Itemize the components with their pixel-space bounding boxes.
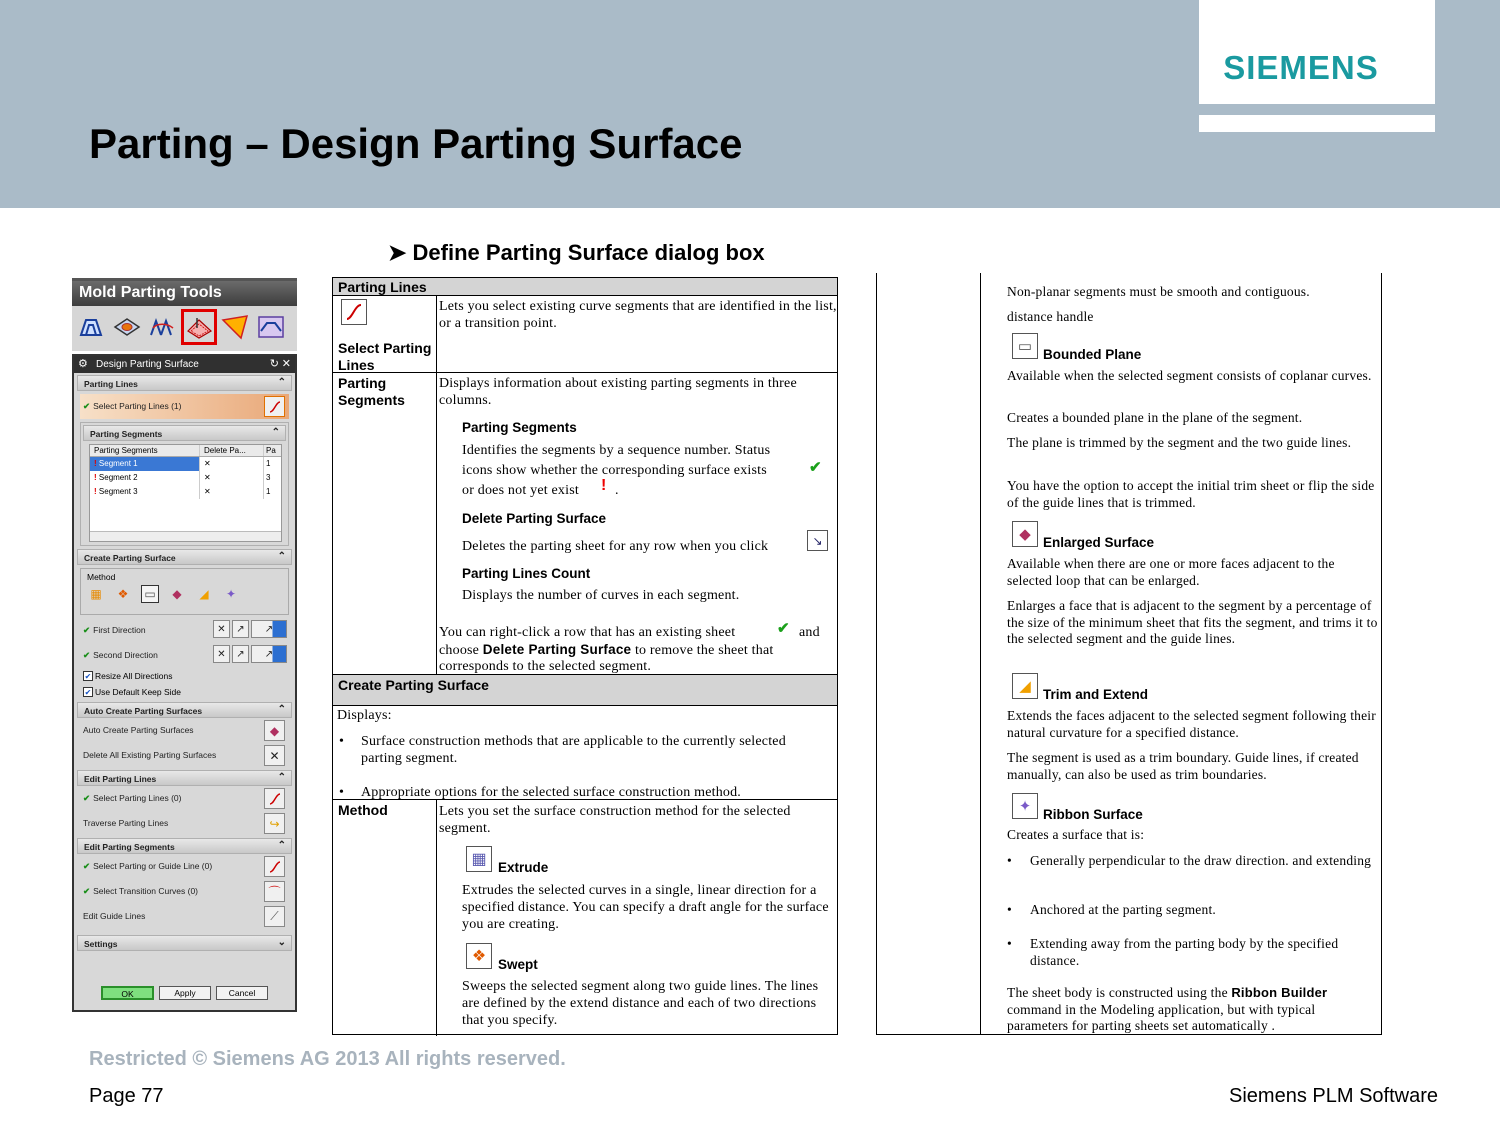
warning-icon: ! [94,473,97,482]
chevron-up-icon[interactable]: ⌃ [277,551,286,562]
brand-text: SIEMENS [1223,49,1379,86]
row-text: Identifies the segments by a sequence number. Status [462,443,771,458]
section-label: Edit Parting Segments [84,842,175,852]
row-text: Deletes the parting sheet for any row when you click [462,539,769,554]
extrude-icon: ▦ [466,846,492,872]
second-direction-row[interactable] [74,643,295,668]
segment-icon[interactable] [148,312,178,342]
row-text: Generally perpendicular to the draw direction. and extending [1030,853,1372,868]
row-text [439,641,773,659]
sub-heading: Trim and Extend [1043,687,1149,702]
siemens-logo [1199,0,1435,104]
segments-table [89,444,282,542]
section-label: Settings [84,939,118,949]
sub-heading: Bounded Plane [1043,347,1142,362]
delete-icon[interactable]: ✕ [264,745,285,766]
row-text: Extending away from the parting body by the specified distance. [1030,936,1339,968]
row-text: Displays: [337,708,392,723]
row-text: command in the Modeling application, but with typical parameters for parting sheets set automatically . [1007,1001,1316,1033]
sub-heading: Ribbon Surface [1043,807,1143,822]
row-text: Sweeps the selected segment along two guide lines. The lines are defined by the extend distance and each of two directions that you specify. [462,979,819,1028]
reverse-direction-icon[interactable]: ✕ [213,645,230,663]
row-label: Select Parting Lines (0) [93,793,182,803]
check-icon: ✔ [83,401,91,411]
section-label: Parting Segments [90,429,163,439]
row-text: Enlarges a face that is adjacent to the segment by a percentage of the size of the minimum sheet that fits the segment, and trims it to the selected segment and the guide lines. [1007,598,1378,646]
select-parting-lines-row[interactable] [80,394,289,419]
row-label: Select Parting Lines (1) [93,401,182,411]
mold-parting-tools-toolbar [72,278,297,351]
row-text-bold: Delete Parting Surface [482,642,632,657]
row-text: to remove the sheet that [634,643,774,658]
auto-create-row[interactable] [74,718,295,743]
checkbox-label: Resize All Directions [95,671,173,681]
edit-select-parting-lines-row[interactable] [74,786,295,811]
row-label: Second Direction [93,650,158,660]
close-icon[interactable]: ✕ [281,358,291,370]
logo-strip [1199,115,1435,132]
direction-buttons [213,645,287,663]
row-text: icons show whether the corresponding surface exists [462,463,767,478]
surface-icon[interactable] [256,312,286,342]
doc-table-left: Parting Lines Select Parting Lines Lets you select existing curve segments that are identified in the list, or a transition point. Parting Segments Displays information about existing parting segments in three columns. Parting Segments Identifies the segments by a sequence number. Status icons show whether the corresponding surface exists ✔ or does not yet exist ! . Delete Parting Surface Deletes the parting sheet for any row when you click ↘ Parting Lines Count Displays the number of curves in each segment. You can right-click a row that has an existing sheet ✔ and choose Delete Parting Surface to remove the sheet that corresponds to the selected segment. Create Parting Surface Displays: • Surface construction methods that are applicable to the currently selected parting segment. • Appropriate options for the selected surface construction method. Method Lets you set the surface construction method for the selected segment. ▦ Extrude Extrudes the selected curves in a single, linear direction for a specified distance. You can specify a draft angle for the surface you are creating. ❖ Swept Sweeps the selected segment along two guide lines. The lines are defined by the extend distance and each of two directions that you specify. [332,277,838,1035]
design-parting-surface-icon[interactable] [184,312,214,342]
row-label: Method [338,802,388,818]
section-label: Edit Parting Lines [84,774,157,784]
ok-button[interactable]: OK [101,986,154,1000]
patch-icon[interactable] [220,312,250,342]
section-create-parting-surface[interactable] [77,549,292,565]
curve-select-icon [341,299,367,325]
check-icon: ✔ [809,459,822,476]
vector-dropdown[interactable]: ↗ [251,645,287,663]
row-text: You can right-click a row that has an existing sheet [439,625,736,640]
curve-count: 1 [266,459,271,468]
row-text: Available when there are one or more faces adjacent to the selected loop that can be enlarged. [1007,556,1335,588]
gear-icon[interactable]: ⚙ [78,358,88,370]
apply-button[interactable]: Apply [159,986,211,1000]
restricted-notice: Restricted © Siemens AG 2013 All rights reserved. [89,1048,566,1070]
sub-heading: Delete Parting Surface [462,511,607,526]
toolbar-title: Mold Parting Tools [72,281,297,306]
sub-heading: Enlarged Surface [1043,535,1155,550]
row-text: and [799,625,820,640]
chevron-up-icon[interactable]: ⌃ [271,427,280,438]
check-icon: ✔ [83,886,91,896]
column-header[interactable]: Delete Pa... [200,445,264,456]
subtitle-text: Define Parting Surface dialog box [412,240,765,265]
delete-icon[interactable]: ✕ [200,471,264,485]
curve-select-icon[interactable] [264,856,285,877]
parting-segments-group [80,422,289,546]
row-text: or does not yet exist [462,483,579,498]
section-label: Auto Create Parting Surfaces [84,706,203,716]
sub-heading: Swept [498,957,538,972]
row-label: Delete All Existing Parting Surfaces [83,750,217,760]
section-auto-create[interactable] [77,702,292,718]
extrude-icon[interactable]: ▦ [90,587,102,601]
transition-curve-icon[interactable]: ⌒ [264,881,285,902]
use-default-keep-side-checkbox[interactable] [74,684,295,700]
chevron-up-icon[interactable]: ⌃ [277,840,286,851]
row-label: Select Parting Lines [338,340,432,373]
method-label: Method [87,572,116,582]
trim-and-extend-icon: ◢ [1012,673,1038,699]
row-text: choose [439,643,480,658]
chevron-up-icon[interactable]: ⌃ [277,772,286,783]
bullet-icon: • [1007,902,1012,917]
design-parting-surface-dialog [72,354,297,1012]
select-transition-curves-row[interactable] [74,879,295,904]
row-text: The segment is used as a trim boundary. Guide lines, if created manually, can also be used as trim boundaries. [1007,750,1359,782]
chevron-up-icon[interactable]: ⌃ [277,377,286,388]
vector-dropdown[interactable]: ↗ [251,620,287,638]
first-direction-row[interactable] [74,618,295,643]
row-text: Lets you select existing curve segments that are identified in the list, or a transition point. [439,299,837,331]
row-text: The plane is trimmed by the segment and the two guide lines. [1007,435,1352,450]
checkbox-label: Use Default Keep Side [95,687,181,697]
segment-name: Segment 1 [98,459,138,468]
section-edit-parting-segments[interactable] [77,838,292,854]
warning-icon: ! [601,477,607,494]
chevron-down-icon[interactable]: ⌄ [277,937,286,948]
row-label: Select Parting or Guide Line (0) [93,861,213,871]
section-label: Create Parting Surface [84,553,176,563]
table-row[interactable] [90,485,281,499]
section-edit-parting-lines[interactable] [77,770,292,786]
row-text: corresponds to the selected segment. [439,659,652,674]
column-header[interactable]: Pa [266,446,276,455]
row-text: Extrudes the selected curves in a single, linear direction for a specified distance. You can specify a draft angle for the surface you are creating. [462,883,829,932]
traverse-parting-lines-row[interactable] [74,811,295,836]
table-row[interactable] [90,457,281,471]
arrow-bullet-icon: ➤ [388,240,413,265]
check-icon: ✔ [83,861,91,871]
trim-and-extend-icon[interactable]: ◢ [199,587,209,601]
row-label: Select Transition Curves (0) [93,886,198,896]
row-label: Create Parting Surface [338,677,489,693]
delete-icon[interactable]: ✕ [200,457,264,471]
section-label: Parting Lines [84,379,138,389]
ribbon-surface-icon[interactable]: ✦ [225,587,237,601]
check-icon: ✔ [777,620,790,637]
curve-select-icon[interactable] [264,788,285,809]
doc-table-right [876,273,1382,1035]
row-text: Appropriate options for the selected surface construction method. [361,785,741,800]
table-header [90,445,281,457]
row-text: Available when the selected segment consists of coplanar curves. [1007,368,1372,383]
ribbon-surface-icon: ✦ [1012,793,1038,819]
check-icon: ✔ [83,793,91,803]
method-group [80,568,289,615]
vector-icon[interactable]: ↗ [232,620,249,638]
segment-name: Segment 2 [98,473,138,482]
row-text: Creates a surface that is: [1007,827,1145,842]
row-text: Surface construction methods that are applicable to the currently selected parting segment. [361,734,786,766]
table-row[interactable] [90,471,281,485]
page-number: Page 77 [89,1085,164,1107]
bullet-icon: • [1007,853,1012,868]
method-icons [87,585,282,603]
enlarged-surface-icon[interactable]: ◆ [172,587,182,601]
edit-guide-lines-row[interactable] [74,904,295,929]
swept-icon[interactable]: ❖ [117,587,129,601]
row-text: You have the option to accept the initial trim sheet or flip the side of the guide lines that is trimmed. [1007,478,1375,510]
vector-icon[interactable]: ↗ [232,645,249,663]
row-text: distance handle [1007,309,1094,324]
company-name: Siemens PLM Software [1229,1085,1438,1107]
cancel-button[interactable]: Cancel [216,986,268,1000]
chevron-up-icon[interactable]: ⌃ [277,704,286,715]
row-text: Lets you set the surface construction method for the selected segment. [439,804,791,836]
segment-name: Segment 3 [98,487,138,496]
section-settings[interactable] [77,935,292,951]
auto-create-icon[interactable]: ◆ [264,720,285,741]
bounded-plane-icon[interactable]: ▭ [141,585,159,603]
checkbox-icon[interactable]: ✔ [84,687,92,697]
delete-icon[interactable]: ✕ [200,485,264,499]
curve-select-icon[interactable] [264,396,285,417]
reset-icon[interactable]: ↻ [269,358,279,370]
delete-all-row[interactable] [74,743,295,768]
edit-guide-lines-icon[interactable]: ⟋ [264,906,285,927]
row-label: Traverse Parting Lines [83,818,169,828]
row-text: Anchored at the parting segment. [1030,902,1216,917]
delete-surface-icon: ↘ [807,530,828,551]
column-header[interactable]: Parting Segments [90,445,200,456]
row-text: Creates a bounded plane in the plane of the segment. [1007,410,1303,425]
warning-icon: ! [94,487,97,496]
select-guide-line-row[interactable] [74,854,295,879]
warning-icon: ! [94,459,97,468]
section-parting-lines[interactable] [77,375,292,391]
row-label: Parting Segments [338,375,405,408]
row-label: Parting Lines [338,279,427,295]
row-text: Displays the number of curves in each segment. [462,588,740,603]
bullet-icon: • [339,785,345,800]
dialog-titlebar [74,356,295,373]
dialog-buttons [74,986,295,1000]
row-label: Auto Create Parting Surfaces [83,725,194,735]
traverse-icon[interactable]: ↪ [264,813,285,834]
check-icon: ✔ [83,625,91,635]
row-text-bold: Ribbon Builder [1231,985,1328,1000]
parting-line-icon[interactable] [112,312,142,342]
row-text [1007,985,1379,1035]
subtitle [388,240,765,266]
resize-all-directions-checkbox[interactable] [74,668,295,684]
row-label: First Direction [93,625,146,635]
row-text: The sheet body is constructed using the [1007,985,1228,1000]
sub-heading: Parting Segments [462,420,577,435]
sub-heading: Parting Lines Count [462,566,591,581]
curve-count: 1 [266,487,271,496]
bounded-plane-icon: ▭ [1012,333,1038,359]
region-icon[interactable] [76,312,106,342]
row-text: Extends the faces adjacent to the selected segment following their natural curvature for a specified distance. [1007,708,1376,740]
bullet-icon: • [339,734,345,749]
row-label: Edit Guide Lines [83,911,146,921]
direction-buttons [213,620,287,638]
checkbox-icon[interactable]: ✔ [84,671,92,681]
enlarged-surface-icon: ◆ [1012,521,1038,547]
dialog-title: Design Parting Surface [96,359,199,370]
check-icon: ✔ [83,650,91,660]
swept-icon: ❖ [466,943,492,969]
section-parting-segments[interactable] [83,425,286,441]
sub-heading: Extrude [498,860,549,875]
reverse-direction-icon[interactable]: ✕ [213,620,230,638]
toolbar-icons [72,306,297,348]
page-title: Parting – Design Parting Surface [89,120,743,167]
bullet-icon: • [1007,936,1012,951]
row-text: Non-planar segments must be smooth and contiguous. [1007,284,1310,299]
curve-count: 3 [266,473,271,482]
horizontal-scrollbar[interactable] [90,531,281,541]
row-text: Displays information about existing parting segments in three columns. [439,376,797,408]
